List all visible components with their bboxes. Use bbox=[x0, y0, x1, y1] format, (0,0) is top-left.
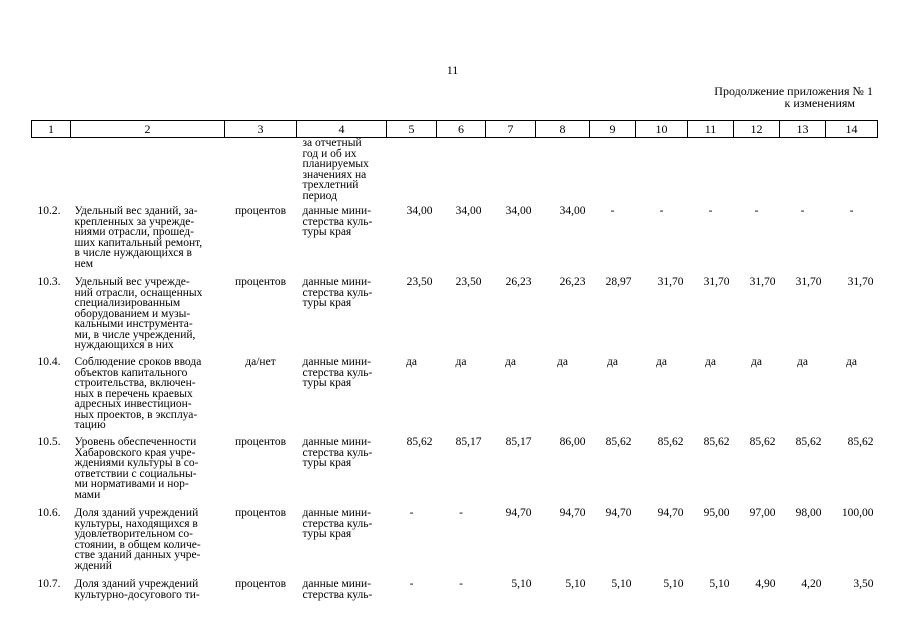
header-col-10: 10 bbox=[636, 121, 688, 138]
value-cell-9: да bbox=[607, 356, 618, 368]
value-cell-13: 85,62 bbox=[795, 436, 822, 448]
indicator-name-cell: Доля зданий учреждений культурно-досугового ти- bbox=[74, 578, 200, 601]
value-cell-6: - bbox=[459, 578, 463, 590]
value-cell-8: да bbox=[557, 356, 568, 368]
indicator-name-cell: Соблюдение сроков ввода объектов капитального строительства, включен- ных в перечень краевых адресных инвестицион- ных проектов, в эксплуа- тацию bbox=[74, 356, 202, 431]
header-col-3: 3 bbox=[225, 121, 297, 138]
value-cell-7: 5,10 bbox=[511, 578, 532, 590]
header-col-12: 12 bbox=[734, 121, 780, 138]
value-cell-14: - bbox=[849, 205, 854, 217]
header-col-2: 2 bbox=[71, 121, 225, 138]
value-cell-9: 5,10 bbox=[611, 578, 632, 590]
value-cell-13: 98,00 bbox=[795, 507, 822, 519]
value-cell-10: 5,10 bbox=[663, 578, 684, 590]
value-cell-13: 4,20 bbox=[801, 578, 822, 590]
table-row bbox=[32, 432, 878, 503]
value-cell-9: 85,62 bbox=[605, 436, 632, 448]
appendix-note bbox=[714, 85, 873, 109]
value-cell-13: да bbox=[797, 356, 808, 368]
value-cell-10: - bbox=[659, 205, 664, 217]
header-col-11: 11 bbox=[688, 121, 734, 138]
value-cell-5: - bbox=[409, 507, 414, 519]
unit-cell: процентов bbox=[234, 578, 287, 590]
value-cell-11: 95,00 bbox=[703, 507, 730, 519]
value-cell-14: 31,70 bbox=[847, 276, 874, 288]
appendix-note-line2: к изменениям bbox=[784, 96, 855, 110]
value-cell-11: - bbox=[708, 205, 713, 217]
value-cell-9: 28,97 bbox=[605, 276, 632, 288]
value-cell-7: 34,00 bbox=[505, 205, 532, 217]
row-number-cell: 10.7. bbox=[37, 578, 61, 590]
value-cell-14: да bbox=[846, 356, 857, 368]
value-cell-11: 85,62 bbox=[703, 436, 730, 448]
value-cell-8: 5,10 bbox=[565, 578, 586, 590]
table-row bbox=[32, 574, 878, 614]
value-cell-5: 34,00 bbox=[406, 205, 433, 217]
value-cell-6: 85,17 bbox=[455, 436, 482, 448]
page-number: 11 bbox=[446, 63, 459, 77]
value-cell-12: 97,00 bbox=[749, 507, 776, 519]
value-cell-11: да bbox=[705, 356, 716, 368]
value-cell-11: 5,10 bbox=[709, 578, 730, 590]
unit-cell: процентов bbox=[234, 507, 287, 519]
value-cell-12: да bbox=[751, 356, 762, 368]
value-cell-8: 86,00 bbox=[559, 436, 586, 448]
value-cell-11: 31,70 bbox=[703, 276, 730, 288]
value-cell-13: 31,70 bbox=[795, 276, 822, 288]
unit-cell: да/нет bbox=[245, 356, 276, 368]
value-cell-13: - bbox=[800, 205, 805, 217]
unit-cell: процентов bbox=[234, 205, 287, 217]
indicator-name-cell: Доля зданий учреждений культуры, находящихся в удовлетворительном со- стоянии, в общем количе- стве зданий данных учре- ждений bbox=[74, 507, 201, 572]
value-cell-5: - bbox=[409, 578, 414, 590]
value-cell-6: 23,50 bbox=[455, 276, 482, 288]
value-cell-7: 26,23 bbox=[505, 276, 532, 288]
row-number-cell: 10.5. bbox=[37, 436, 61, 448]
table-header-row bbox=[32, 121, 878, 138]
header-col-7: 7 bbox=[486, 121, 536, 138]
source-cell: данные мини- стерства куль- bbox=[302, 578, 373, 601]
value-cell-7: да bbox=[505, 356, 516, 368]
table-row bbox=[32, 272, 878, 352]
value-cell-5: да bbox=[406, 356, 417, 368]
header-col-8: 8 bbox=[536, 121, 590, 138]
indicator-name-cell: Уровень обеспеченности Хабаровского края учре- ждениями культуры в со- ответствии с социальны- ми нормативами и нор- мами bbox=[74, 436, 199, 501]
value-cell-8: 94,70 bbox=[559, 507, 586, 519]
header-col-4: 4 bbox=[297, 121, 387, 138]
value-cell-14: 3,50 bbox=[853, 578, 874, 590]
value-cell-8: 34,00 bbox=[559, 205, 586, 217]
value-cell-10: 94,70 bbox=[657, 507, 684, 519]
value-cell-12: - bbox=[754, 205, 759, 217]
row-number-cell: 10.4. bbox=[37, 356, 61, 368]
indicators-table bbox=[31, 120, 878, 614]
value-cell-7: 85,17 bbox=[505, 436, 532, 448]
row-number-cell: 10.2. bbox=[37, 205, 61, 217]
header-col-5: 5 bbox=[387, 121, 437, 138]
header-col-13: 13 bbox=[780, 121, 826, 138]
source-cell: данные мини- стерства куль- туры края bbox=[302, 436, 373, 469]
value-cell-14: 85,62 bbox=[847, 436, 874, 448]
value-cell-10: да bbox=[656, 356, 667, 368]
value-cell-10: 31,70 bbox=[657, 276, 684, 288]
indicator-name-cell: Удельный вес учрежде- ний отрасли, оснащенных специализированным оборудованием и музы- кальными инструмента- ми, в числе учреждений, нуждающихся в них bbox=[74, 276, 203, 351]
appendix-note-line1: Продолжение приложения № 1 bbox=[714, 84, 873, 98]
value-cell-5: 23,50 bbox=[406, 276, 433, 288]
value-cell-6: да bbox=[455, 356, 467, 368]
indicator-name-cell: Удельный вес зданий, за- крепленных за учрежде- ниями отрасли, прошед- ших капитальный ремонт, в числе нуждающихся в нем bbox=[74, 205, 203, 270]
table-row bbox=[32, 352, 878, 432]
value-cell-6: 34,00 bbox=[455, 205, 482, 217]
unit-cell: процентов bbox=[234, 276, 287, 288]
header-col-9: 9 bbox=[590, 121, 636, 138]
value-cell-12: 31,70 bbox=[749, 276, 776, 288]
source-cell: данные мини- стерства куль- туры края bbox=[302, 507, 373, 540]
value-cell-12: 4,90 bbox=[755, 578, 776, 590]
value-cell-14: 100,00 bbox=[841, 507, 874, 519]
source-cell: данные мини- стерства куль- туры края bbox=[302, 276, 373, 309]
row-number-cell: 10.3. bbox=[37, 276, 61, 288]
table-row bbox=[32, 201, 878, 272]
row-number-cell: 10.6. bbox=[37, 507, 61, 519]
header-col-6: 6 bbox=[437, 121, 486, 138]
value-cell-9: - bbox=[610, 205, 615, 217]
value-cell-7: 94,70 bbox=[505, 507, 532, 519]
value-cell-10: 85,62 bbox=[657, 436, 684, 448]
value-cell-12: 85,62 bbox=[749, 436, 776, 448]
source-cell: данные мини- стерства куль- туры края bbox=[302, 356, 373, 389]
source-cell: данные мини- стерства куль- туры края bbox=[302, 205, 373, 238]
value-cell-5: 85,62 bbox=[406, 436, 433, 448]
table-row bbox=[32, 503, 878, 574]
value-cell-6: - bbox=[459, 507, 463, 519]
value-cell-8: 26,23 bbox=[559, 276, 586, 288]
continuation-source-cell: за отчетный год и об их планируемых значениях на трехлетний период bbox=[302, 137, 369, 202]
value-cell-9: 94,70 bbox=[605, 507, 632, 519]
header-col-14: 14 bbox=[826, 121, 878, 138]
unit-cell: процентов bbox=[234, 436, 287, 448]
continuation-row bbox=[32, 138, 878, 202]
header-col-1: 1 bbox=[32, 121, 71, 138]
